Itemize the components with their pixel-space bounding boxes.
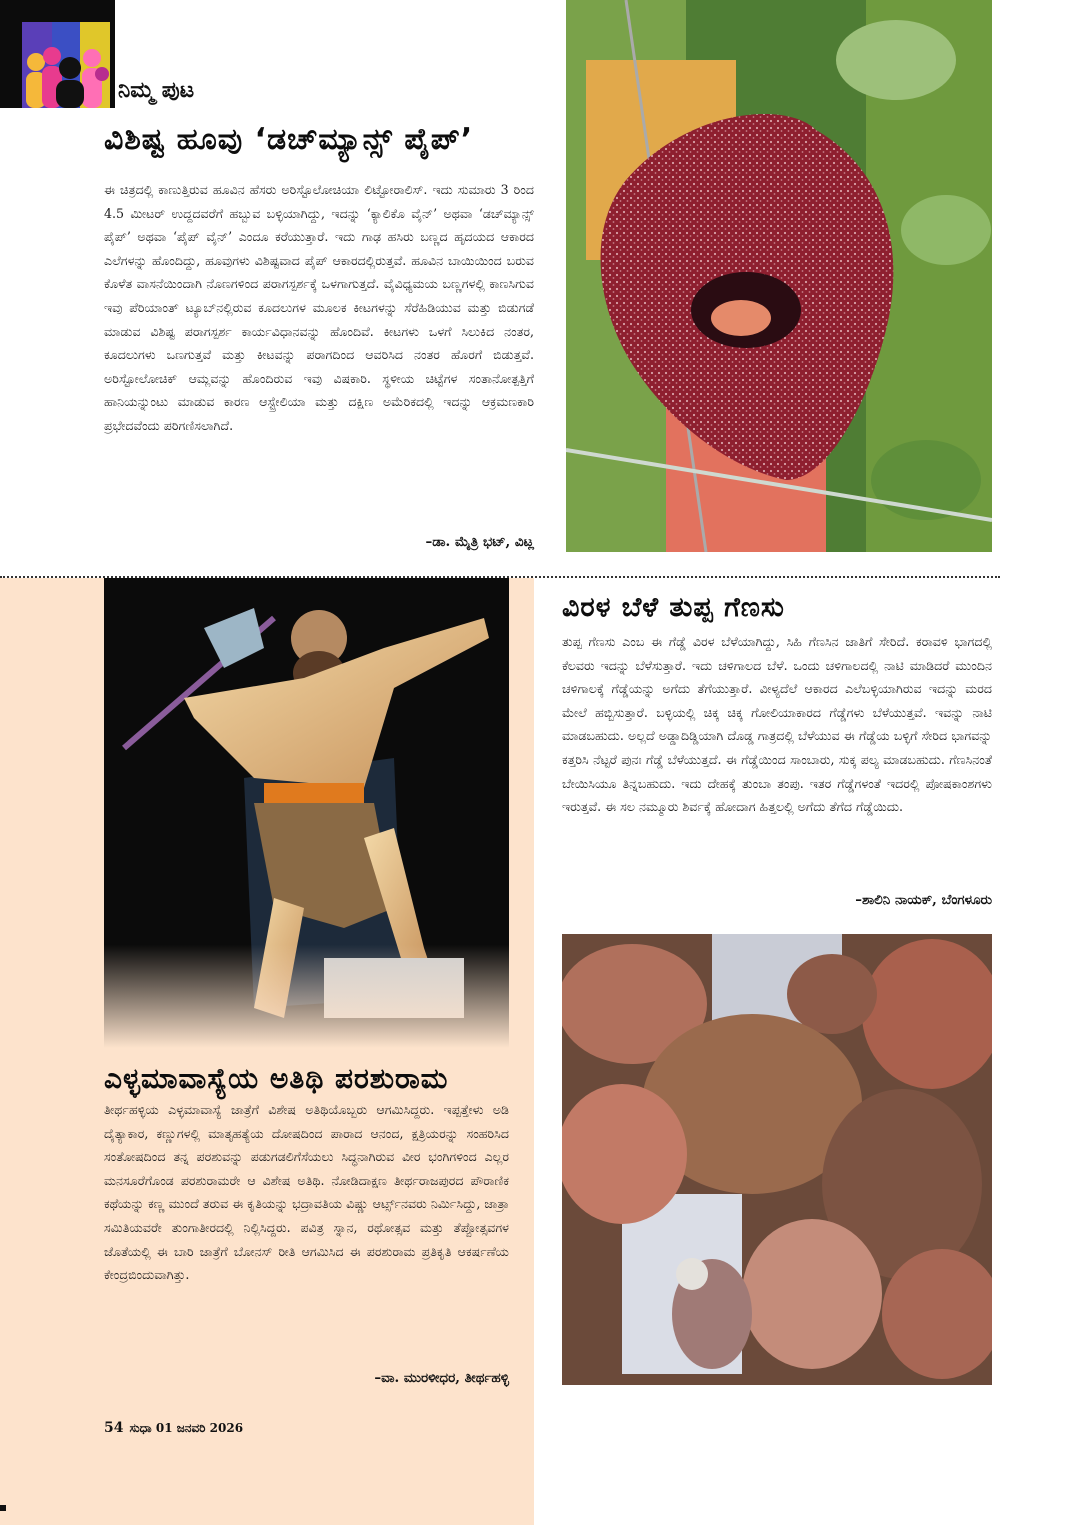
tuber-photo (562, 934, 992, 1385)
article-byline: –ಶಾಲಿನಿ ನಾಯಕ್, ಬೆಂಗಳೂರು (855, 892, 992, 908)
flower-photo (566, 0, 992, 552)
parashurama-photo (104, 578, 509, 1048)
article-title: ವಿರಳ ಬೆಳೆ ತುಪ್ಪ ಗೆಣಸು (562, 592, 785, 623)
article-title: ಎಳ್ಳಮಾವಾಸ್ಯೆಯ ಅತಿಥಿ ಪರಶುರಾಮ (104, 1062, 449, 1095)
article-body: ಈ ಚಿತ್ರದಲ್ಲಿ ಕಾಣುತ್ತಿರುವ ಹೂವಿನ ಹೆಸರು ಅರಿಸ್ಟೊಲೋಚಿಯಾ ಲಿಟ್ಟೋರಾಲಿಸ್. ಇದು ಸುಮಾರು 3 ರಿಂದ 4.5 ಮೀಟರ್ ಉದ್ದದವರೆಗೆ ಹಬ್ಬುವ ಬಳ್ಳಿಯಾಗಿದ್ದು, ಇದನ್ನು ‘ಕ್ಯಾಲಿಕೊ ವೈನ್’ ಅಥವಾ ‘ಡಚ್‌ಮ್ಯಾನ್ಸ್ ಪೈಪ್’ ಅಥವಾ ‘ಪೈಪ್ ವೈನ್’ ಎಂದೂ ಕರೆಯುತ್ತಾರೆ. ಇದು ಗಾಢ ಹಸಿರು ಬಣ್ಣದ ಹೃದಯದ ಆಕಾರದ ಎಲೆಗಳನ್ನು ಹೊಂದಿದ್ದು, ಹೂವುಗಳು ವಿಶಿಷ್ಟವಾದ ಪೈಪ್ ಆಕಾರದಲ್ಲಿರುತ್ತವೆ. ಹೂವಿನ ಬಾಯಿಯಿಂದ ಬರುವ ಕೊಳೆತ ವಾಸನೆಯಿಂದಾಗಿ ನೊಣಗಳಿಂದ ಪರಾಗಸ್ಪರ್ಶಕ್ಕೆ ಒಳಗಾಗುತ್ತದೆ. ವೈವಿಧ್ಯಮಯ ಬಣ್ಣಗಳಲ್ಲಿ ಕಾಣಸಿಗುವ ಇವು ಪೆರಿಯಾಂತ್ ಟ್ಯೂಬ್‌ನಲ್ಲಿರುವ ಕೂದಲುಗಳ ಮೂಲಕ ಕೀಟಗಳನ್ನು ಸೆರೆಹಿಡಿಯುವ ಮತ್ತು ಬಿಡುಗಡೆ ಮಾಡುವ ವಿಶಿಷ್ಟ ಪರಾಗಸ್ಪರ್ಶ ಕಾರ್ಯವಿಧಾನವನ್ನು ಹೊಂದಿವೆ. ಕೀಟಗಳು ಒಳಗೆ ಸಿಲುಕಿದ ನಂತರ, ಕೂದಲುಗಳು ಒಣಗುತ್ತವೆ ಮತ್ತು ಕೀಟವನ್ನು ಪರಾಗದಿಂದ ಆವರಿಸಿದ ನಂತರ ಹೊರಗೆ ಬಿಡುತ್ತವೆ. ಅರಿಸ್ಟೋಲೋಚಿಕ್ ಆಮ್ಲವನ್ನು ಹೊಂದಿರುವ ಇವು ವಿಷಕಾರಿ. ಸ್ಥಳೀಯ ಚಿಟ್ಟೆಗಳ ಸಂತಾನೋತ್ಪತ್ತಿಗೆ ಹಾನಿಯನ್ನುಂಟು ಮಾಡುವ ಕಾರಣ ಆಸ್ಟ್ರೇಲಿಯಾ ಮತ್ತು ದಕ್ಷಿಣ ಅಮೆರಿಕದಲ್ಲಿ ಇದನ್ನು ಆಕ್ರಮಣಕಾರಿ ಪ್ರಭೇದವೆಂದು ಪರಿಗಣಿಸಲಾಗಿದೆ. (104, 182, 534, 433)
section-label: ನಿಮ್ಮ ಪುಟ (118, 78, 195, 103)
dutchmans-pipe-flower-image (566, 0, 992, 552)
page-footer (104, 1420, 243, 1436)
people-silhouettes-icon (22, 22, 110, 108)
article-title: ವಿಶಿಷ್ಟ ಹೂವು ‘ಡಚ್‌ಮ್ಯಾನ್ಸ್ ಪೈಪ್’ (104, 122, 474, 157)
section-logo (22, 22, 110, 108)
yam-tubers-image (562, 934, 992, 1385)
parashurama-statue-image (104, 578, 509, 1048)
article-body: ತುಪ್ಪ ಗೆಣಸು ಎಂಬ ಈ ಗೆಡ್ಡೆ ವಿರಳ ಬೆಳೆಯಾಗಿದ್ದು, ಸಿಹಿ ಗೆಣಸಿನ ಜಾತಿಗೆ ಸೇರಿದೆ. ಕರಾವಳಿ ಭಾಗದಲ್ಲಿ ಕೆಲವರು ಇದನ್ನು ಬೆಳೆಸುತ್ತಾರೆ. ಇದು ಚಳಿಗಾಲದ ಬೆಳೆ. ಒಂದು ಚಳಿಗಾಲದಲ್ಲಿ ನಾಟಿ ಮಾಡಿದರೆ ಮುಂದಿನ ಚಳಿಗಾಲಕ್ಕೆ ಗೆಡ್ಡೆಯನ್ನು ಅಗೆದು ತೆಗೆಯುತ್ತಾರೆ. ವೀಳ್ಯದೆಲೆ ಆಕಾರದ ಎಲೆಬಳ್ಳಿಯಾಗಿರುವ ಇದನ್ನು ಮರದ ಮೇಲೆ ಹಬ್ಬಿಸುತ್ತಾರೆ. ಬಳ್ಳಿಯಲ್ಲಿ ಚಿಕ್ಕ ಚಿಕ್ಕ ಗೋಲಿಯಾಕಾರದ ಗೆಡ್ಡೆಗಳು ಬೆಳೆಯುತ್ತವೆ. ಇವನ್ನು ನಾಟಿ ಮಾಡಬಹುದು. ಅಲ್ಲದೆ ಅಡ್ಡಾದಿಡ್ಡಿಯಾಗಿ ದೊಡ್ಡ ಗಾತ್ರದಲ್ಲಿ ಬೆಳೆಯುವ ಈ ಗೆಡ್ಡೆಯ ಬಳ್ಳಿಗೆ ಸೇರಿದ ಭಾಗವನ್ನು ಕತ್ತರಿಸಿ ನೆಟ್ಟರೆ ಪುನಃ ಗೆಡ್ಡೆ ಬೆಳೆಯುತ್ತದೆ. ಈ ಗೆಡ್ಡೆಯಿಂದ ಸಾಂಬಾರು, ಸುಕ್ಕ ಪಲ್ಯ ಮಾಡಬಹುದು. ಗೆಣಸಿನಂತೆ ಬೇಯಿಸಿಯೂ ತಿನ್ನಬಹುದು. ಇದು ದೇಹಕ್ಕೆ ತುಂಬಾ ತಂಪು. ಇತರ ಗೆಡ್ಡೆಗಳಂತೆ ಇದರಲ್ಲಿ ಪೋಷಕಾಂಶಗಳು ಇರುತ್ತವೆ. ಈ ಸಲ ನಮ್ಮೂರು ಶಿರ್ವಕ್ಕೆ ಹೋದಾಗ ಹಿತ್ತಲಲ್ಲಿ ಅಗೆದು ತೆಗೆದ ಗೆಡ್ಡೆಯಿದು. (562, 634, 992, 815)
article-byline: –ಡಾ. ಮೈತ್ರಿ ಭಟ್, ವಿಟ್ಲ (425, 534, 534, 550)
article-byline: –ವಾ. ಮುರಳೀಧರ, ತೀರ್ಥಹಳ್ಳಿ (374, 1370, 509, 1386)
article-body: ತೀರ್ಥಹಳ್ಳಿಯ ಎಳ್ಳಮಾವಾಸ್ಯೆ ಜಾತ್ರೆಗೆ ವಿಶೇಷ ಅತಿಥಿಯೊಬ್ಬರು ಆಗಮಿಸಿದ್ದರು. ಇಪ್ಪತ್ತೇಳು ಅಡಿ ದೈತ್ಯಾಕಾರ, ಕಣ್ಣುಗಳಲ್ಲಿ ಮಾತೃಹತ್ಯೆಯ ದೋಷದಿಂದ ಪಾರಾದ ಆನಂದ, ಕ್ಷತ್ರಿಯರನ್ನು ಸಂಹರಿಸಿದ ಸಂತೋಷದಿಂದ ತನ್ನ ಪರಶುವನ್ನು ಪಡುಗಡಲಿಗೆಸೆಯಲು ಸಿದ್ಧನಾಗಿರುವ ವೀರ ಭಂಗಿಗಳಿಂದ ಎಲ್ಲರ ಮನಸೂರೆಗೊಂಡ ಪರಶುರಾಮರೇ ಆ ವಿಶೇಷ ಅತಿಥಿ. ನೋಡಿದಾಕ್ಷಣ ತೀರ್ಥರಾಜಪುರದ ಪೌರಾಣಿಕ ಕಥೆಯನ್ನು ಕಣ್ಣ ಮುಂದೆ ತರುವ ಈ ಕೃತಿಯನ್ನು ಭದ್ರಾವತಿಯ ವಿಷ್ಣು ಆರ್ಟ್ಸ್‌ನವರು ನಿರ್ಮಿಸಿದ್ದು, ಜಾತ್ರಾ ಸಮಿತಿಯವರೇ ತುಂಗಾತೀರದಲ್ಲಿ ನಿಲ್ಲಿಸಿದ್ದರು. ಪವಿತ್ರ ಸ್ನಾನ, ರಥೋತ್ಸವ ಮತ್ತು ತೆಪ್ಪೋತ್ಸವಗಳ ಜೊತೆಯಲ್ಲಿ ಈ ಬಾರಿ ಜಾತ್ರೆಗೆ ಬೋನಸ್ ರೀತಿ ಆಗಮಿಸಿದ ಈ ಪರಶುರಾಮ ಪ್ರತಿಕೃತಿ ಆಕರ್ಷಣೆಯ ಕೇಂದ್ರಬಿಂದುವಾಗಿತ್ತು. (104, 1102, 509, 1283)
page-number: 54 (104, 1420, 124, 1436)
crop-mark (0, 1505, 6, 1511)
issue-info: ಸುಧಾ 01 ಜನವರಿ 2026 (129, 1421, 244, 1435)
